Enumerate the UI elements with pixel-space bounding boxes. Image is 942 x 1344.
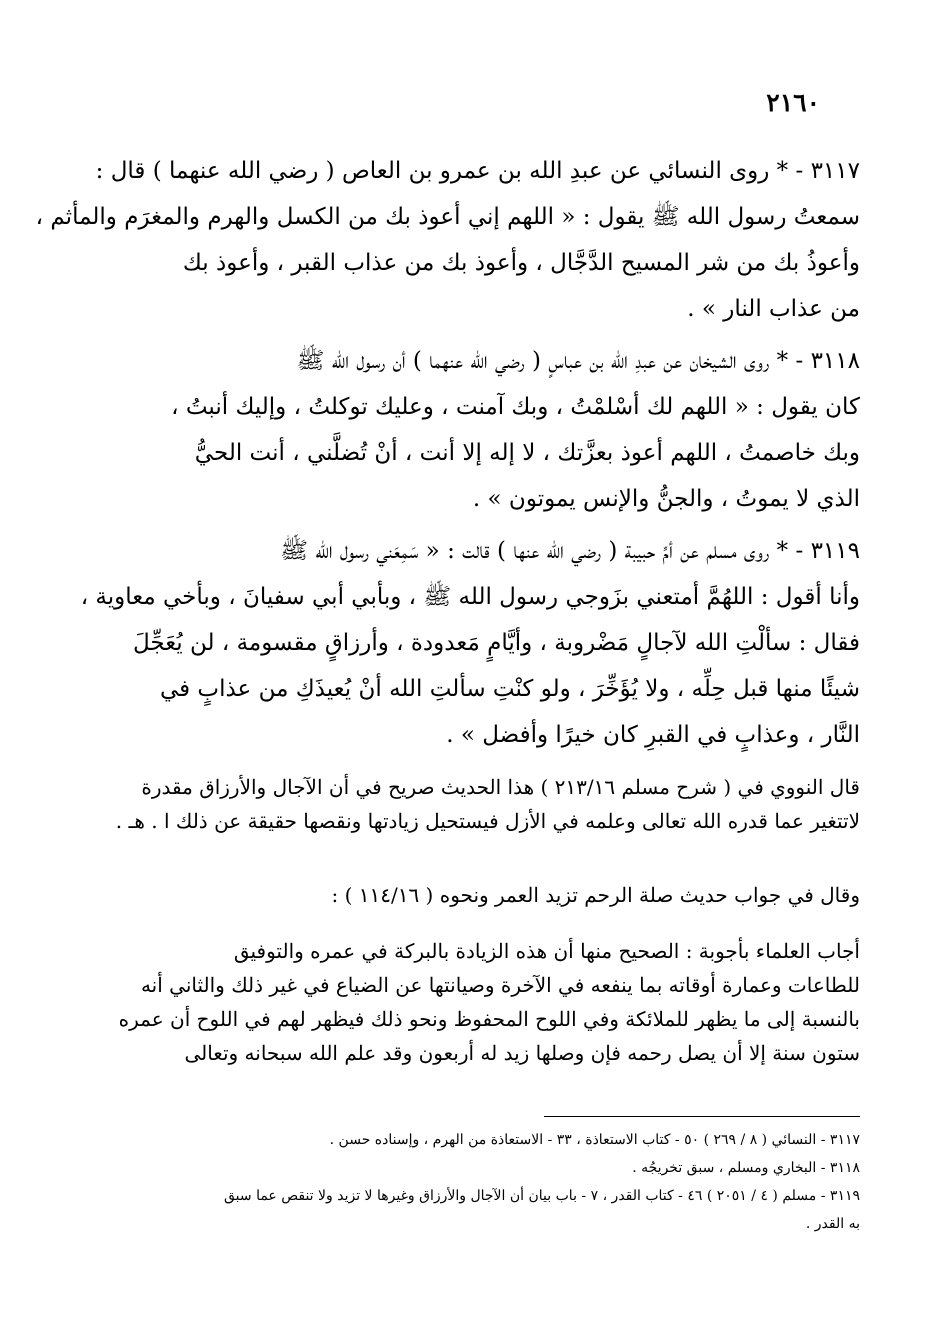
commentary-answer-line-3: بالنسبة إلى ما يظهر للملائكة وفي اللوح المحفوظ ونحو ذلك فيظهر لهم في اللوح أن عمره xyxy=(118,1007,860,1031)
footnote-3117: ٣١١٧ - النسائي ( ٨ / ٢٦٩ ) ٥٠ - كتاب الاستعاذة ، ٣٣ - الاستعاذة من الهرم ، وإسناده حسن . xyxy=(329,1132,860,1148)
hadith-3117-line-4: من عذاب النار » . xyxy=(687,296,860,322)
hadith-3118 xyxy=(82,338,860,522)
commentary-nawawi xyxy=(82,770,860,838)
footnote-3119: ٣١١٩ - مسلم ( ٤ / ٢٠٥١ ) ٤٦ - كتاب القدر ، ٧ - باب بيان أن الآجال والأرزاق وغيرها لا تزيد ولا تنقص عما سبق xyxy=(223,1188,860,1204)
hadith-3117-line-1: ٣١١٧ - * روى النسائي عن عبدِ الله بن عمرو بن العاص ( رضي الله عنهما ) قال : xyxy=(95,158,860,184)
commentary-answer xyxy=(82,934,860,1070)
hadith-3119 xyxy=(82,528,860,758)
commentary-answer-line-1: أجاب العلماء بأجوبة : الصحيح منها أن هذه الزيادة بالبركة في عمره والتوفيق xyxy=(233,939,860,963)
footnote-3118: ٣١١٨ - البخاري ومسلم ، سبق تخريجُه . xyxy=(632,1160,860,1176)
commentary-answer-line-2: للطاعات وعمارة أوقاته بما ينفعه في الآخرة وصيانتها عن الضياع في غير ذلك والثاني أنه xyxy=(140,973,860,997)
commentary-nawawi-line-2: لاتتغير عما قدره الله تعالى وعلمه في الأزل فيستحيل زيادتها ونقصها حقيقة عن ذلك ا . هـ . xyxy=(115,809,860,833)
footnote-separator xyxy=(544,1116,860,1117)
hadith-3117 xyxy=(35,148,860,332)
hadith-3118-line-1: ٣١١٨ - * روى الشيخان عن عبدِ الله بن عباسٍ ( رضي الله عنهما ) أن رسول الله ﷺ xyxy=(296,348,860,374)
hadith-3118-line-3: وبك خاصمتُ ، اللهم أعوذ بعزَّتك ، لا إله إلا أنت ، أنْ تُضلَّني ، أنت الحيُّ xyxy=(194,440,860,466)
commentary-answer-line-4: ستون سنة إلا أن يصل رحمه فإن وصلها زيد له أربعون وقد علم الله سبحانه وتعالى xyxy=(184,1041,860,1065)
hadith-3119-line-3: فقال : سألْتِ الله لآجالٍ مَضْروبة ، وأيَّامٍ مَعدودة ، وأرزاقٍ مقسومة ، لن يُعَجِّلَ xyxy=(132,630,860,656)
commentary-question xyxy=(82,878,860,912)
hadith-3118-line-4: الذي لا يموتُ ، والجنُّ والإنس يموتون » . xyxy=(472,486,860,512)
hadith-3119-line-2: وأنا أقول : اللهُمَّ أمتعني بزَوجي رسول الله ﷺ ، وبأبي أبي سفيانَ ، وبأخي معاوية ، xyxy=(80,584,860,610)
hadith-3119-line-1: ٣١١٩ - * روى مسلم عن أمِّ حبيبة ( رضي الله عنها ) قالت : « سَمِعَني رسول الله ﷺ xyxy=(280,538,860,564)
footnote-3119-continued: به القدر . xyxy=(805,1216,860,1232)
hadith-3118-line-2: كان يقول : « اللهم لك أسْلمْتُ ، وبك آمنت ، وعليك توكلتُ ، وإليك أنبتُ ، xyxy=(171,394,860,420)
page-number: ٢١٦٠ xyxy=(766,88,820,117)
hadith-3119-line-4: شيئًا منها قبل حِلِّه ، ولا يُؤَخِّرَ ، ولو كنْتِ سألتِ الله أنْ يُعيذَكِ من عذابٍ في xyxy=(159,676,860,702)
footnotes xyxy=(82,1126,860,1238)
hadith-3117-line-2: سمعتُ رسول الله ﷺ يقول : « اللهم إني أعوذ بك من الكسل والهرم والمغرَم والمأثم ، xyxy=(35,204,860,230)
commentary-nawawi-line-1: قال النووي في ( شرح مسلم ٢١٣/١٦ ) هذا الحديث صريح في أن الآجال والأرزاق مقدرة xyxy=(141,775,860,799)
commentary-question-line-1: وقال في جواب حديث صلة الرحم تزيد العمر ونحوه ( ١١٤/١٦ ) : xyxy=(331,883,860,907)
hadith-3119-line-5: النَّار ، وعذابٍ في القبرِ كان خيرًا وأفضل » . xyxy=(446,722,860,748)
hadith-3117-line-3: وأعوذُ بك من شر المسيح الدَّجَّال ، وأعوذ بك من عذاب القبر ، وأعوذ بك xyxy=(182,250,860,276)
